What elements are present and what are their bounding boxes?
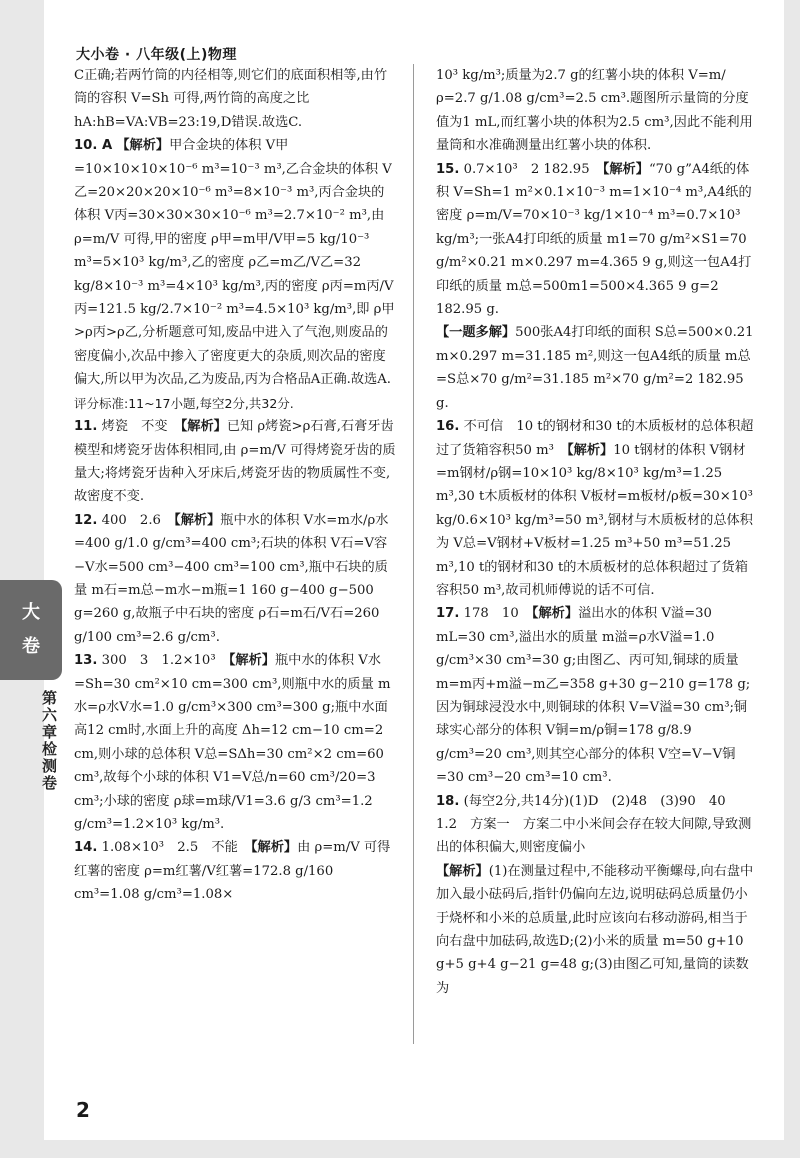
answer-paragraph: C正确;若两竹筒的内径相等,则它们的底面积相等,由竹筒的容积 V=Sh 可得,两竹筒的高度之比 hA:hB=VA:VB=23:19,D错误.故选C.: [74, 68, 388, 130]
alternate-solution: 【一题多解】500张A4打印纸的面积 S总=500×0.21 m×0.297 m=31.185 m²,则这一包A4纸的质量 m总=S总×70 g/m²=31.185 m²×70 g/m²=2 182.95 g.: [436, 325, 754, 411]
scoring-standard: 评分标准:11~17小题,每空2分,共32分.: [74, 395, 294, 411]
section-tab: [0, 580, 62, 680]
chapter-label: 第六章检测卷: [40, 690, 58, 792]
answer-13: 13. 300 3 1.2×10³ 【解析】瓶中水的体积 V水=Sh=30 cm²×10 cm=300 cm³,则瓶中水的质量 m水=ρ水V水=1.0 g/cm³×300 cm³=300 g;瓶中水面高12 cm时,水面上升的高度 Δh=12 cm−10 cm=2 cm,则小球的总体积 V总=SΔh=30 cm²×2 cm=60 cm³,故每个小球的体积 V1=V总/n=60 cm³/20=3 cm³;小球的密度 ρ球=m球/V1=3.6 g/3 cm³=1.2 g/cm³=1.2×10³ kg/m³.: [74, 653, 391, 832]
page-edge-bottom: [0, 1140, 800, 1158]
answer-14-continued: 10³ kg/m³;质量为2.7 g的红薯小块的体积 V=m/ρ=2.7 g/1.08 g/cm³=2.5 cm³.题图所示量筒的分度值为1 mL,而红薯小块的体积为2.5 cm³,因此不能利用量筒和水准确测量出红薯小块的体积.: [436, 68, 753, 154]
page-edge-left: [0, 0, 44, 1158]
section-tab-char-2: 卷: [22, 636, 40, 657]
answer-15: 15. 0.7×10³ 2 182.95 【解析】“70 g”A4纸的体积 V=Sh=1 m²×0.1×10⁻³ m=1×10⁻⁴ m³,A4纸的密度 ρ=m/V=70×10⁻³ kg/1×10⁻⁴ m³=0.7×10³ kg/m³;一张A4打印纸的质量 m1=70 g/m²×S1=70 g/m²×0.21 m×0.297 m=4.365 9 g,则这一包A4打印纸的质量 m总=500m1=500×4.365 9 g=2 182.95 g.: [436, 161, 752, 318]
answer-11: 11. 烤瓷 不变 【解析】已知 ρ烤瓷>ρ石膏,石膏牙齿模型和烤瓷牙齿体积相同,由 ρ=m/V 可得烤瓷牙齿的质量大;将烤瓷牙齿种入牙床后,烤瓷牙齿的物质属性不变,故密度不变.: [74, 419, 396, 505]
right-column: [436, 64, 758, 1000]
answer-10: 10. A 【解析】甲合金块的体积 V甲=10×10×10×10⁻⁶ m³=10⁻³ m³,乙合金块的体积 V乙=20×20×20×10⁻⁶ m³=8×10⁻³ m³,丙合金块的体积 V丙=30×30×30×10⁻⁶ m³=2.7×10⁻² m³,由 ρ=m/V 可得,甲的密度 ρ甲=m甲/V甲=5 kg/10⁻³ m³=5×10³ kg/m³,乙的密度 ρ乙=m乙/V乙=32 kg/8×10⁻³ m³=4×10³ kg/m³,丙的密度 ρ丙=m丙/V丙=121.5 kg/2.7×10⁻² m³=4.5×10³ kg/m³,即 ρ甲>ρ丙>ρ乙,分析题意可知,废品中进入了气泡,则废品的密度偏小,次品中掺入了密度更大的杂质,则次品的密度偏大,所以甲为次品,乙为废品,丙为合格品A正确.故选A.: [74, 138, 395, 388]
left-column: [74, 64, 396, 907]
page-edge-right: [784, 0, 800, 1158]
column-divider: [413, 64, 414, 1044]
answer-18: 18. (每空2分,共14分)(1)D (2)48 (3)90 40 1.2 方案一 方案二中小米间会存在较大间隙,导致测出的体积偏大,则密度偏小: [436, 793, 752, 856]
answer-17: 17. 178 10 【解析】溢出水的体积 V溢=30 mL=30 cm³,溢出水的质量 m溢=ρ水V溢=1.0 g/cm³×30 cm³=30 g;由图乙、丙可知,铜球的质量 m=m丙+m溢−m乙=358 g+30 g−210 g=178 g;因为铜球浸没水中,则铜球的体积 V=V溢=30 cm³;铜球实心部分的体积 V铜=m/ρ铜=178 g/8.9 g/cm³=20 cm³,则其空心部分的体积 V空=V−V铜=30 cm³−20 cm³=10 cm³.: [436, 606, 751, 786]
section-tab-char-1: 大: [22, 602, 40, 623]
answer-12: 12. 400 2.6 【解析】瓶中水的体积 V水=m水/ρ水=400 g/1.0 g/cm³=400 cm³;石块的体积 V石=V容−V水=500 cm³−400 cm³=100 cm³,瓶中石块的质量 m石=m总−m水−m瓶=1 160 g−400 g−500 g=260 g,故瓶子中石块的密度 ρ石=m石/V石=260 g/100 cm³=2.6 g/cm³.: [74, 512, 389, 645]
answer-14: 14. 1.08×10³ 2.5 不能 【解析】由 ρ=m/V 可得红薯的密度 ρ=m红薯/V红薯=172.8 g/160 cm³=1.08 g/cm³=1.08×: [74, 840, 391, 903]
page-number: 2: [76, 1098, 90, 1122]
answer-16: 16. 不可信 10 t的钢材和30 t的木质板材的总体积超过了货箱容积50 m³ 【解析】10 t钢材的体积 V钢材=m钢材/ρ钢=10×10³ kg/8×10³ kg/m³=1.25 m³,30 t木质板材的体积 V板材=m板材/ρ板=30×10³ kg/0.6×10³ kg/m³=50 m³,钢材与木质板材的总体积为 V总=V钢材+V板材=1.25 m³+50 m³=51.25 m³,10 t的钢材和30 t的木质板材的总体积超过了货箱容积50 m³,故司机师傅说的话不可信.: [436, 419, 754, 598]
answer-18-analysis: 【解析】(1)在测量过程中,不能移动平衡螺母,向右盘中加入最小砝码后,指针仍偏向左边,说明砝码总质量仍小于烧杯和小米的总质量,此时应该向右移动游码,相当于向右盘中加砝码,故选D;(2)小米的质量 m=50 g+10 g+5 g+4 g−21 g=48 g;(3)由图乙可知,量筒的读数为: [436, 863, 754, 996]
page-header: 大小卷 · 八年级(上)物理: [76, 47, 237, 63]
